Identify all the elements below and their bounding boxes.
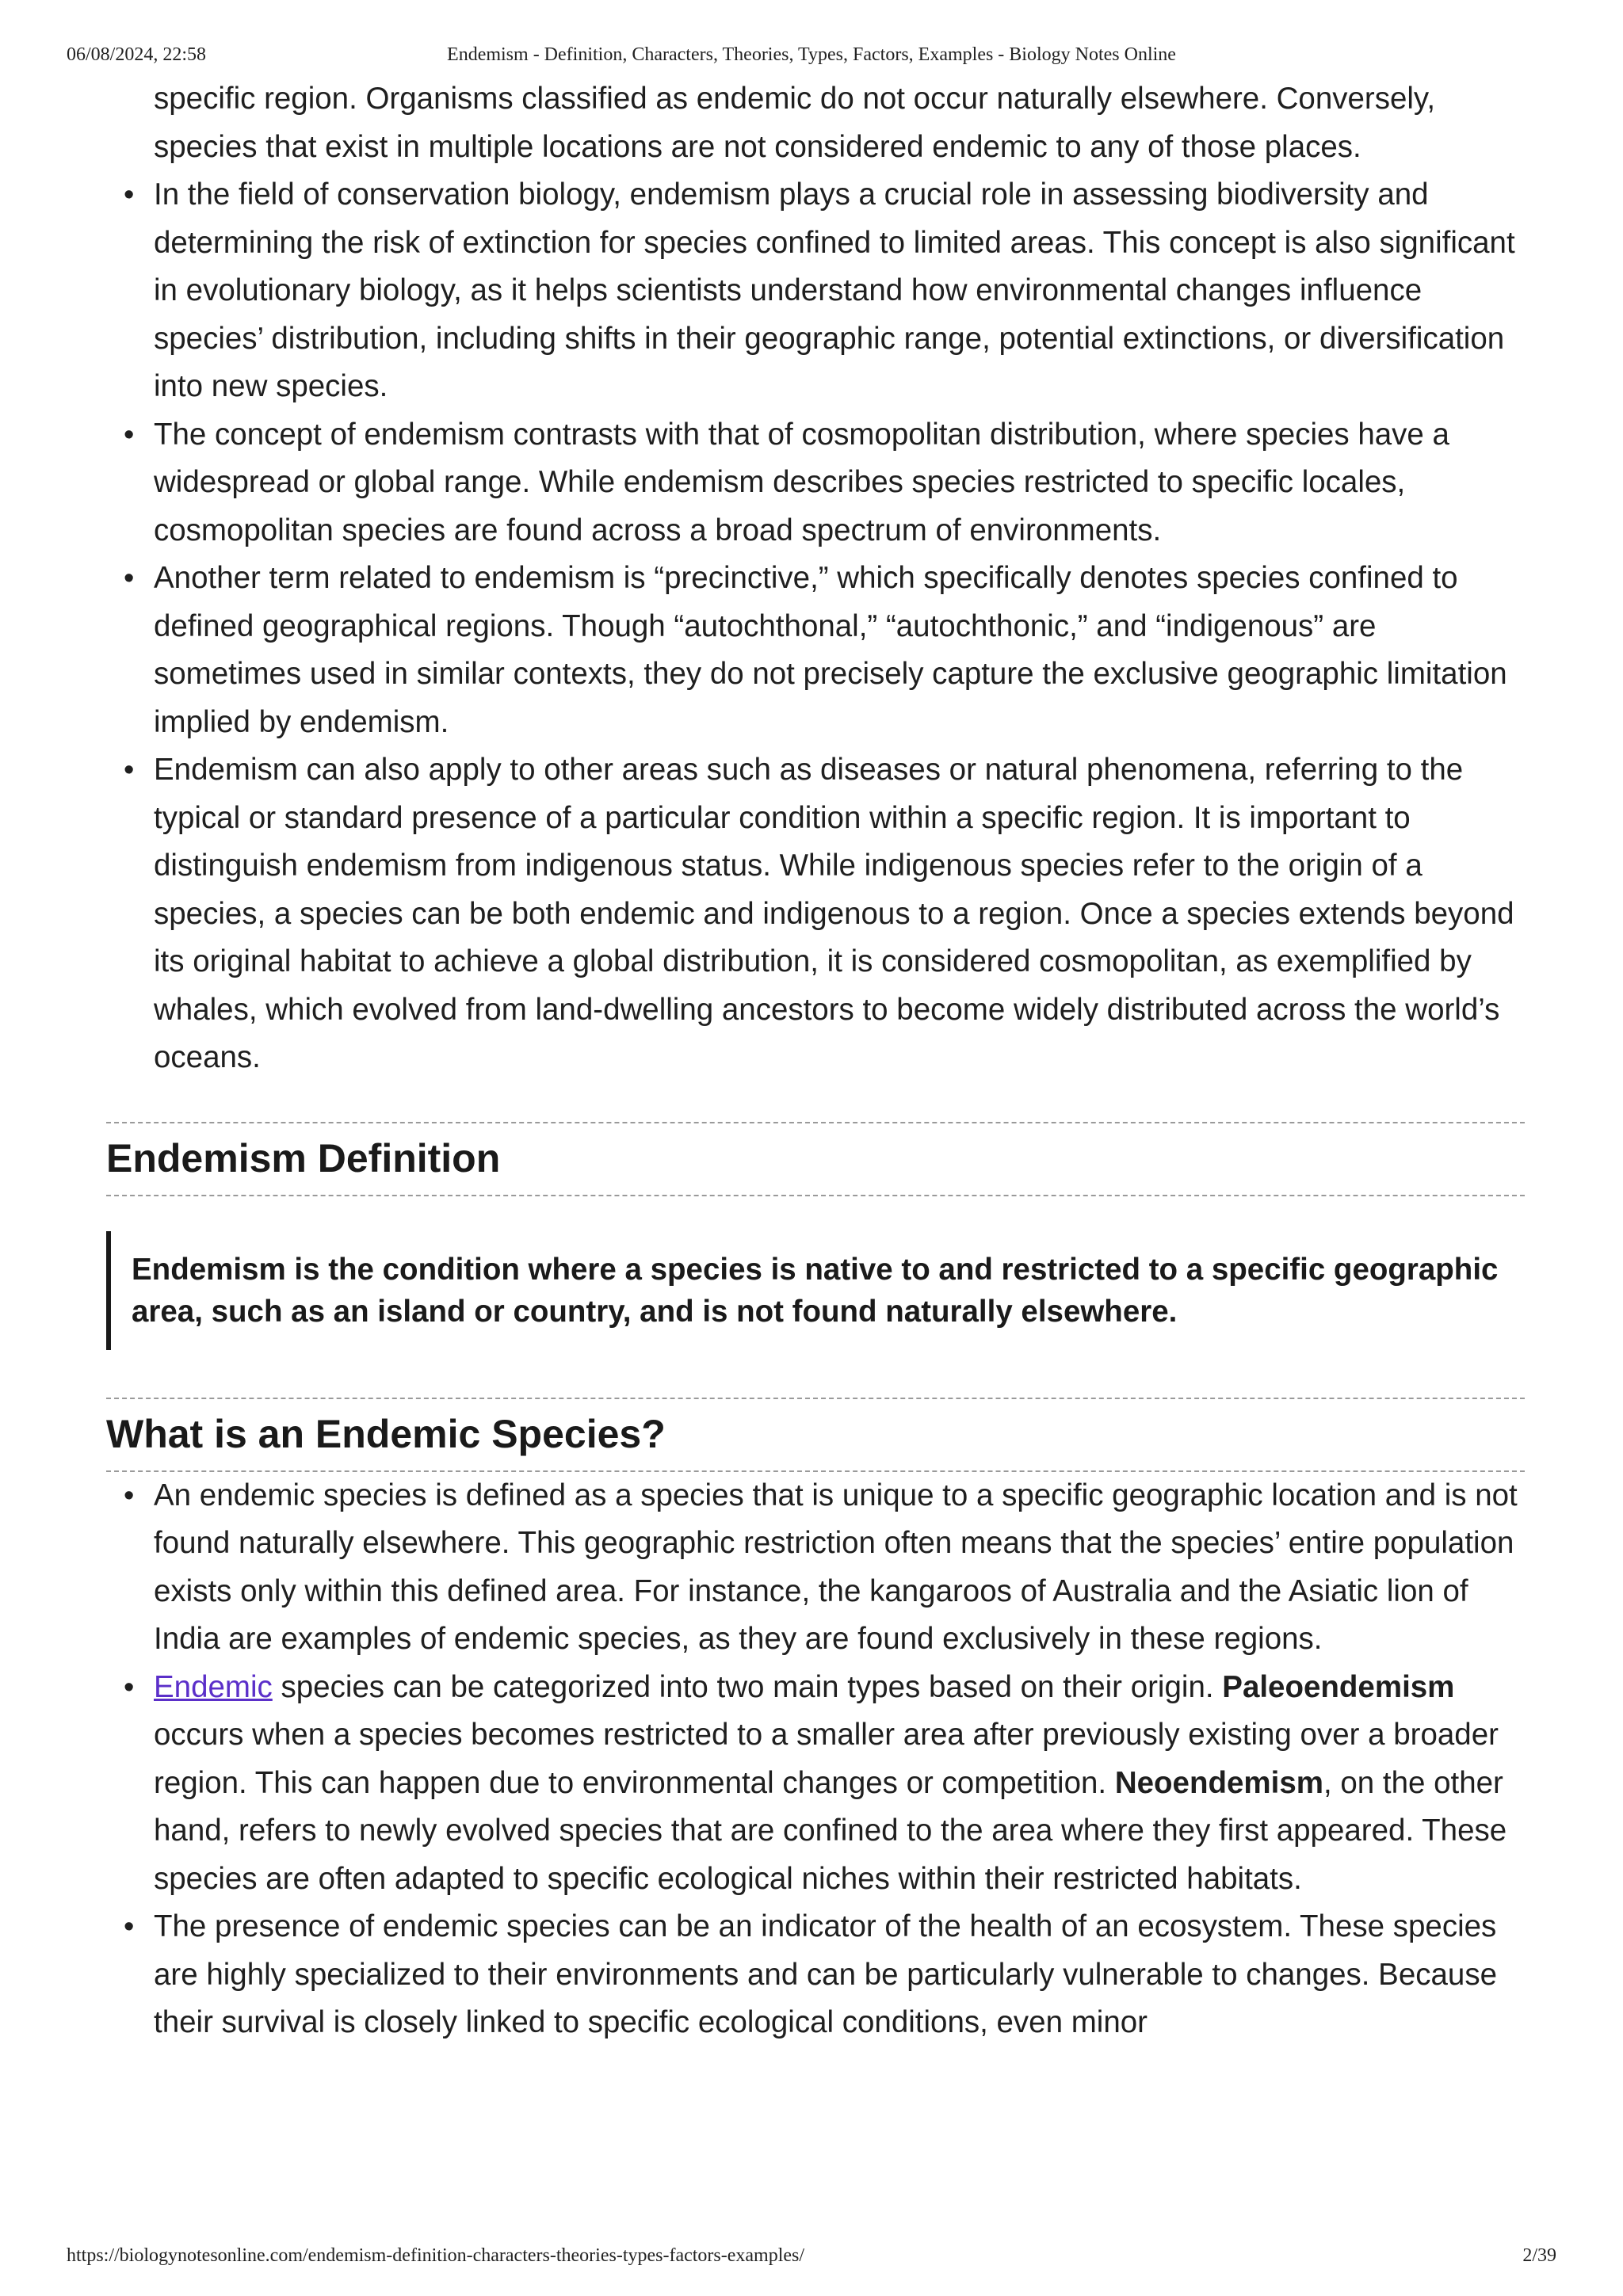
list-item-text: The concept of endemism contrasts with that of cosmopolitan distribution, where species have a widespread or global range. While endemism describes species restricted to specific locales, cosmopolitan species are found across a broad spectrum of environments. bbox=[154, 417, 1449, 547]
list-item bbox=[124, 555, 1525, 746]
page-number: 2/39 bbox=[1522, 2245, 1556, 2266]
list-item bbox=[124, 746, 1525, 1082]
bullet-icon: • bbox=[124, 1478, 135, 1512]
print-footer bbox=[67, 2245, 1556, 2269]
list-item-text: specific region. Organisms classified as endemic do not occur naturally elsewhere. Conversely, species that exist in multiple locations are not considered endemic to any of those places. bbox=[154, 82, 1436, 164]
list-item-text: , on the other hand, refers to newly evolved species that are confined to the area where they first appeared. These species are often adapted to specific ecological niches within their restricted habitats. bbox=[154, 1765, 1507, 1896]
article-content bbox=[106, 75, 1525, 2047]
section-heading-definition bbox=[106, 1122, 1525, 1196]
print-datetime: 06/08/2024, 22:58 bbox=[67, 44, 207, 65]
print-page-title: Endemism - Definition, Characters, Theories, Types, Factors, Examples - Biology Notes Online bbox=[447, 44, 1176, 65]
list-item bbox=[124, 1472, 1525, 1664]
list-item-text: Endemism can also apply to other areas such as diseases or natural phenomena, referring to the typical or standard presence of a particular condition within a specific region. It is important to distinguish endemism from indigenous status. While indigenous species refer to the origin of a species, a species can be both endemic and indigenous to a region. Once a species extends beyond its original habitat to achieve a global distribution, it is considered cosmopolitan, as exemplified by whales, which evolved from land-dwelling ancestors to become widely distributed across the world’s oceans. bbox=[154, 753, 1514, 1074]
bullet-icon: • bbox=[124, 562, 135, 595]
list-item-text: species can be categorized into two main types based on their origin. bbox=[272, 1669, 1223, 1704]
list-item bbox=[124, 171, 1525, 411]
species-list bbox=[106, 1472, 1525, 2047]
list-item bbox=[124, 1664, 1525, 1904]
heading-what-is-endemic-species: What is an Endemic Species? bbox=[106, 1411, 666, 1456]
list-item-text: Another term related to endemism is “precinctive,” which specifically denotes species confined to defined geographical regions. Though “autochthonal,” “autochthonic,” and “indigenous” are sometimes used in similar contexts, they do not precisely capture the exclusive geographic limitation implied by endemism. bbox=[154, 561, 1507, 739]
list-item bbox=[124, 411, 1525, 555]
list-item-text: occurs when a species becomes restricted to a smaller area after previously existing over a broader region. This can happen due to environmental changes or competition. bbox=[154, 1718, 1499, 1800]
list-item bbox=[124, 1903, 1525, 2047]
list-item-text: The presence of endemic species can be an indicator of the health of an ecosystem. These species are highly specialized to their environments and can be particularly vulnerable to changes. Because their survival is closely linked to specific ecological conditions, even minor bbox=[154, 1909, 1497, 2039]
heading-endemism-definition: Endemism Definition bbox=[106, 1135, 501, 1180]
bullet-icon: • bbox=[124, 418, 135, 452]
list-item bbox=[154, 75, 1525, 171]
term-paleoendemism: Paleoendemism bbox=[1222, 1669, 1455, 1704]
list-item-text: In the field of conservation biology, endemism plays a crucial role in assessing biodiversity and determining the risk of extinction for species confined to limited areas. This concept is also significant in evolutionary biology, as it helps scientists understand how environmental changes influence species’ distribution, including shifts in their geographic range, potential extinctions, or diversification into new species. bbox=[154, 177, 1515, 403]
intro-list bbox=[106, 75, 1525, 1082]
bullet-icon: • bbox=[124, 1670, 135, 1704]
print-url: https://biologynotesonline.com/endemism-definition-characters-theories-types-factors-examples/ bbox=[67, 2245, 805, 2266]
bullet-icon: • bbox=[124, 1910, 135, 1943]
endemic-link[interactable]: Endemic bbox=[154, 1669, 273, 1704]
list-item-text: An endemic species is defined as a species that is unique to a specific geographic location and is not found naturally elsewhere. This geographic restriction often means that the species’ entire population exists only within this defined area. For instance, the kangaroos of Australia and the Asiatic lion of India are examples of endemic species, as they are found exclusively in these regions. bbox=[154, 1478, 1518, 1656]
section-heading-endemic-species bbox=[106, 1398, 1525, 1472]
definition-blockquote: Endemism is the condition where a species is native to and restricted to a specific geographic area, such as an island or country, and is not found naturally elsewhere. bbox=[106, 1231, 1525, 1350]
bullet-icon: • bbox=[124, 178, 135, 212]
term-neoendemism: Neoendemism bbox=[1114, 1765, 1323, 1800]
print-header bbox=[67, 44, 1556, 68]
bullet-icon: • bbox=[124, 753, 135, 787]
